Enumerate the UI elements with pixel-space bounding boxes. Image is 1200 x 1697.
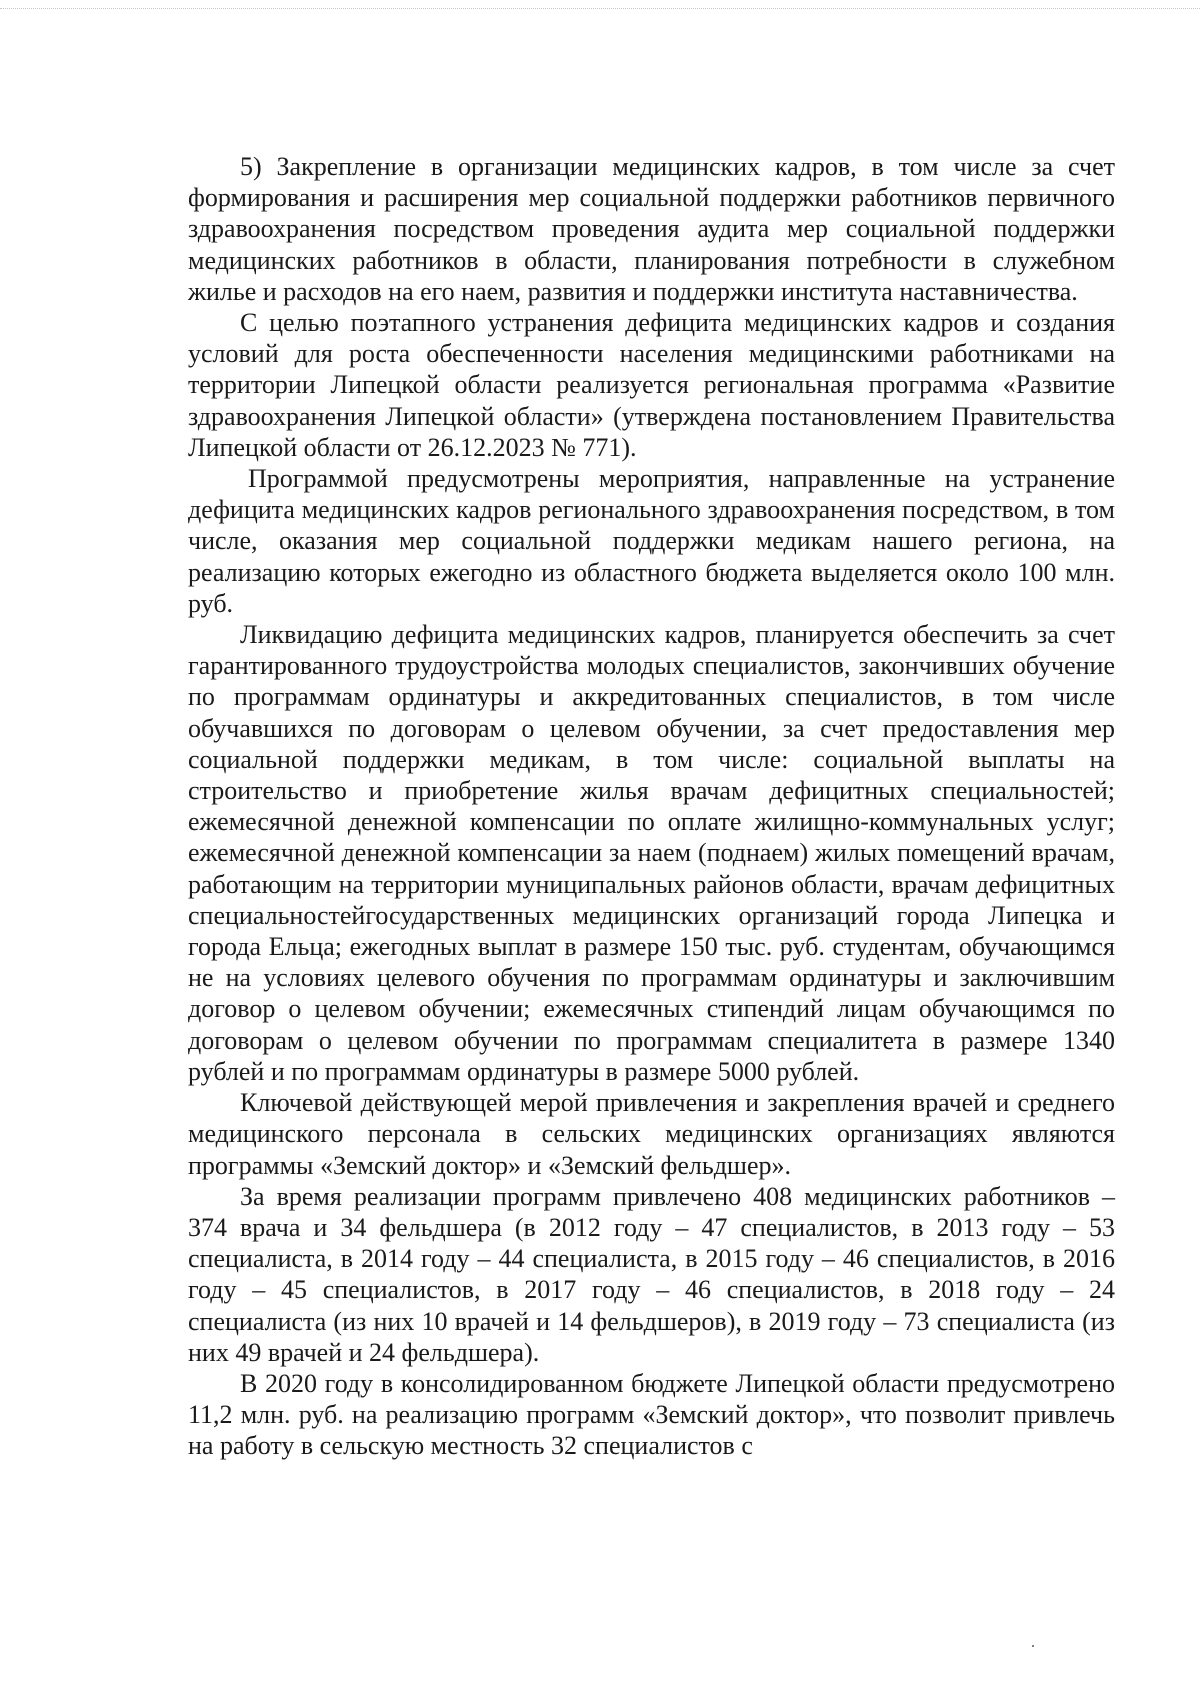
paragraph-recruitment-stats: За время реализации программ привлечено 408 медицинских работников – 374 врача и 34 фельдшера (в 2012 году – 47 специалистов, в 2013 году – 53 специалиста, в 2014 году – 44 специалиста, в 2015 году – 46 специалистов, в 2016 году – 45 специалистов, в 2017 году – 46 специалистов, в 2018 году – 24 специалиста (из них 10 врачей и 14 фельдшеров), в 2019 году – 73 специалиста (из них 49 врачей и 24 фельдшера). (188, 1181, 1115, 1367)
paragraph-2020-budget: В 2020 году в консолидированном бюджете Липецкой области предусмотрено 11,2 млн. руб. на реализацию программ «Земский доктор», что позволит привлечь на работу в сельскую местность 32 специалистов с (188, 1368, 1115, 1461)
document-body (188, 151, 1115, 1462)
paragraph-zemsky-programs: Ключевой действующей мерой привлечения и закрепления врачей и среднего медицинского персонала в сельских медицинских организациях являются программы «Земский доктор» и «Земский фельдшер». (188, 1088, 1115, 1180)
paragraph-program-measures: Программой предусмотрены мероприятия, направленные на устранение дефицита медицинских кадров регионального здравоохранения посредством, в том числе, оказания мер социальной поддержки медикам нашего региона, на реализацию которых ежегодно из областного бюджета выделяется около 100 млн. руб. (188, 464, 1115, 618)
paragraph-staff-retention: 5) Закрепление в организации медицинских кадров, в том числе за счет формирования и расширения мер социальной поддержки работников первичного здравоохранения посредством проведения аудита мер социальной поддержки медицинских работников в области, планирования потребности в служебном жилье и расходов на его наем, развития и поддержки института наставничества. (188, 152, 1115, 306)
scan-speck (1032, 1645, 1034, 1647)
scan-edge-line (0, 8, 1200, 9)
paragraph-deficit-liquidation: Ликвидацию дефицита медицинских кадров, планируется обеспечить за счет гарантированного трудоустройства молодых специалистов, закончивших обучение по программам ординатуры и аккредитованных специалистов, в том числе обучавшихся по договорам о целевом обучении, за счет предоставления мер социальной поддержки медикам, в том числе: социальной выплаты на строительство и приобретение жилья врачам дефицитных специальностей; ежемесячной денежной компенсации по оплате жилищно-коммунальных услуг; ежемесячной денежной компенсации за наем (поднаем) жилых помещений врачам, работающим на территории муниципальных районов области, врачам дефицитных специальностейгосударственных медицинских организаций города Липецка и города Ельца; ежегодных выплат в размере 150 тыс. руб. студентам, обучающимся не на условиях целевого обучения по программам ординатуры и заключившим договор о целевом обучении; ежемесячных стипендий лицам обучающимся по договорам о целевом обучении по программам специалитета в размере 1340 рублей и по программам ординатуры в размере 5000 рублей. (188, 620, 1115, 1086)
paragraph-regional-program: С целью поэтапного устранения дефицита медицинских кадров и создания условий для роста обеспеченности населения медицинскими работниками на территории Липецкой области реализуется региональная программа «Развитие здравоохранения Липецкой области» (утверждена постановлением Правительства Липецкой области от 26.12.2023 № 771). (188, 308, 1115, 462)
